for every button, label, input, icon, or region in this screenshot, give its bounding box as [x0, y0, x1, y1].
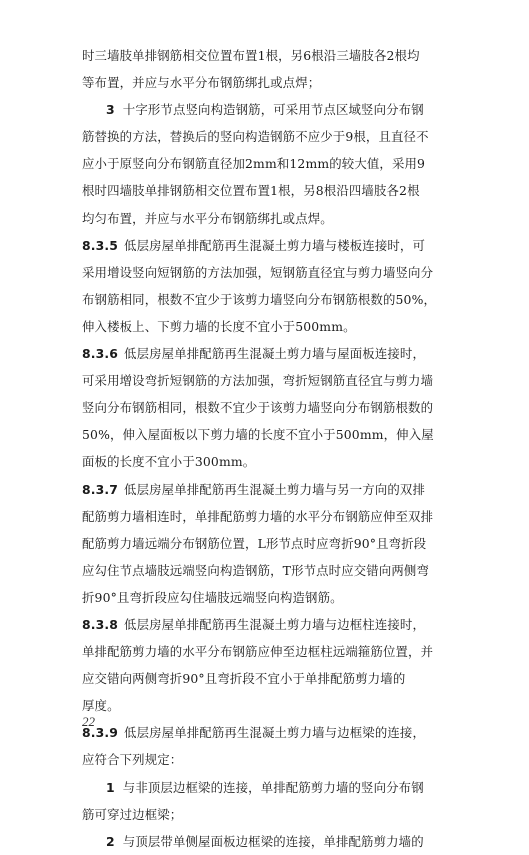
clause-number: 8.3.6 — [82, 346, 119, 362]
text-line — [82, 177, 456, 204]
line-text: 单排配筋剪力墙的水平分布钢筋应伸至边框柱远端箍筋位置，并 — [82, 644, 434, 660]
text-line — [82, 42, 456, 69]
text-line — [82, 259, 456, 286]
line-text: 低层房屋单排配筋再生混凝土剪力墙与楼板连接时，可 — [124, 237, 426, 253]
item-number: 3 — [106, 102, 115, 118]
line-text: 均匀布置，并应与水平分布钢筋绑扎或点焊。 — [82, 210, 333, 226]
text-line — [82, 367, 456, 394]
list-item-line — [82, 774, 456, 801]
text-line — [82, 557, 456, 584]
line-text: 应勾住节点墙肢远端竖向构造钢筋，T形节点时应交错向两侧弯 — [82, 562, 430, 578]
clause-number: 8.3.7 — [82, 481, 119, 497]
text-line — [82, 421, 456, 448]
text-line — [82, 150, 456, 177]
clause-line — [82, 611, 456, 638]
line-text: 与非顶层边框梁的连接，单排配筋剪力墙的竖向分布钢 — [122, 779, 424, 795]
line-text: 50%，伸入屋面板以下剪力墙的长度不宜小于500mm，伸入屋 — [82, 427, 434, 443]
line-text: 低层房屋单排配筋再生混凝土剪力墙与另一方向的双排 — [124, 481, 426, 497]
text-line — [82, 665, 456, 692]
text-line — [82, 503, 456, 530]
line-text: 竖向分布钢筋相同，根数不宜少于该剪力墙竖向分布钢筋根数的 — [82, 400, 434, 416]
item-number: 2 — [106, 833, 115, 849]
line-text: 配筋剪力墙相连时，单排配筋剪力墙的水平分布钢筋应伸至双排 — [82, 508, 434, 524]
body-text — [82, 42, 456, 855]
line-text: 应小于原竖向分布钢筋直径加2mm和12mm的较大值，采用9 — [82, 156, 426, 172]
clause-number: 8.3.5 — [82, 237, 119, 253]
text-line — [82, 69, 456, 96]
line-text: 应交错向两侧弯折90°且弯折段不宜小于单排配筋剪力墙的 — [82, 671, 406, 687]
page-number: 22 — [82, 714, 95, 729]
line-text: 应符合下列规定： — [82, 752, 183, 768]
clause-line — [82, 719, 456, 746]
line-text: 低层房屋单排配筋再生混凝土剪力墙与屋面板连接时， — [124, 346, 426, 362]
text-line — [82, 123, 456, 150]
line-text: 采用增设竖向短钢筋的方法加强，短钢筋直径宜与剪力墙竖向分 — [82, 264, 434, 280]
line-text: 等布置，并应与水平分布钢筋绑扎或点焊； — [82, 75, 321, 91]
clause-number: 8.3.8 — [82, 616, 119, 632]
text-line — [82, 394, 456, 421]
text-line — [82, 205, 456, 232]
text-line — [82, 692, 456, 719]
clause-line — [82, 340, 456, 367]
list-item-line — [82, 828, 456, 855]
line-text: 低层房屋单排配筋再生混凝土剪力墙与边框梁的连接， — [124, 725, 426, 741]
line-text: 折90°且弯折段应勾住墙肢远端竖向构造钢筋。 — [82, 589, 343, 605]
line-text: 与顶层带单侧屋面板边框梁的连接，单排配筋剪力墙的 — [122, 833, 424, 849]
line-text: 布钢筋相同，根数不宜少于该剪力墙竖向分布钢筋根数的50%， — [82, 291, 437, 307]
line-text: 厚度。 — [82, 698, 120, 714]
line-text: 十字形节点竖向构造钢筋，可采用节点区域竖向分布钢 — [122, 102, 424, 118]
line-text: 配筋剪力墙远端分布钢筋位置，L形节点时应弯折90°且弯折段 — [82, 535, 427, 551]
line-text: 时三墙肢单排钢筋相交位置布置1根，另6根沿三墙肢各2根均 — [82, 48, 420, 63]
line-text: 根时四墙肢单排钢筋相交位置布置1根，另8根沿四墙肢各2根 — [82, 183, 420, 199]
clause-line — [82, 232, 456, 259]
item-number: 1 — [106, 779, 115, 795]
clause-number: 8.3.9 — [82, 725, 119, 741]
text-line — [82, 448, 456, 475]
line-text: 筋替换的方法，替换后的竖向构造钢筋不应少于9根，且直径不 — [82, 129, 429, 145]
line-text: 低层房屋单排配筋再生混凝土剪力墙与边框柱连接时， — [124, 616, 426, 632]
text-line — [82, 638, 456, 665]
text-line — [82, 286, 456, 313]
list-item-line — [82, 96, 456, 123]
line-text: 面板的长度不宜小于300mm。 — [82, 454, 256, 470]
text-line — [82, 801, 456, 828]
text-line — [82, 530, 456, 557]
line-text: 伸入楼板上、下剪力墙的长度不宜小于500mm。 — [82, 318, 356, 334]
line-text: 筋可穿过边框梁； — [82, 806, 183, 822]
text-line — [82, 313, 456, 340]
text-line — [82, 746, 456, 773]
text-line — [82, 584, 456, 611]
clause-line — [82, 476, 456, 503]
line-text: 可采用增设弯折短钢筋的方法加强，弯折短钢筋直径宜与剪力墙 — [82, 373, 434, 389]
